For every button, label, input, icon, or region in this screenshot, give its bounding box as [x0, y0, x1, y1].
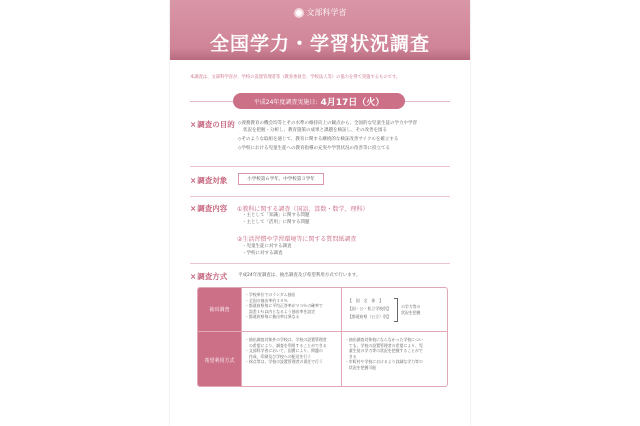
content-subheading: ①教科に関する調査（国語、算数・数学、理科）: [237, 206, 369, 213]
divider: [341, 288, 342, 386]
purpose-item: ◇義務教育の機会均等とその水準の維持向上の観点から、全国的な児童生徒の学力や学習: [238, 121, 417, 126]
purpose-item: ◇学校における児童生徒への教育指導の充実や学習状況の改善等に役立てる: [238, 146, 390, 151]
method-table: [197, 287, 448, 387]
bracket-icon: [394, 298, 398, 322]
table-cell: の学力等の 状況を把握: [401, 304, 421, 315]
ministry-logo: [170, 7, 470, 18]
header-banner: [170, 0, 470, 60]
heading-text: 調査方式: [197, 272, 228, 281]
section-heading-method: [190, 271, 227, 282]
divider: [190, 263, 450, 264]
intro-text: 本調査は、文部科学省が、学校の設置管理者等（教育委員会、学校法人等）の協力を得て実施するものです。: [190, 75, 401, 80]
date-value: 4月17日（火）: [320, 97, 385, 108]
heading-text: 調査の目的: [197, 120, 235, 129]
table-cell: ・抽出調査対象外の学校は、学校の設置管理者 の希望により、調査を利用することができる ・文部科学省において、国費により、問題の 作成、印刷及び学校への配送を行う ・採点等は、学校の設置管理者の責任で行う: [245, 337, 327, 365]
x-mark-icon: ×: [190, 176, 197, 185]
content-item: ・学校に対する調査: [242, 251, 283, 256]
x-mark-icon: ×: [190, 120, 197, 129]
divider: [198, 331, 447, 332]
row-label: 抽出調査: [198, 288, 241, 331]
date-banner: [233, 93, 405, 109]
target-value: 小学校第６学年、中学校第３学年: [238, 173, 324, 185]
method-text: 平成24年度調査は、抽出調査及び希望利用方式で行います。: [238, 273, 361, 278]
heading-text: 調査内容: [197, 204, 228, 213]
purpose-item: ◇そのような取組を通じて、教育に関する継続的な検証改善サイクルを確立する: [238, 137, 399, 142]
heading-text: 調査対象: [197, 176, 228, 185]
purpose-item: 状況を把握・分析し、教育施策の成果と課題を検証し、その改善を図る: [243, 128, 387, 133]
section-heading-content: [190, 203, 227, 214]
table-cell: ・抽出調査対象校にならなかった学校につい ても、学校の設置管理者の希望により、児 童生徒の学力等の状況を把握することがで きる ・市町村や学校におけるより詳細な学力等の 状況を把握可能: [345, 337, 423, 370]
x-mark-icon: ×: [190, 272, 197, 281]
content-item: ・主として「知識」に関する問題: [242, 213, 310, 218]
date-label: 平成24年度調査実施日:: [253, 98, 318, 106]
divider: [190, 166, 450, 167]
content-subheading: ②生活習慣や学習環境等に関する質問紙調査: [237, 236, 357, 243]
content-item: ・主として「活用」に関する問題: [242, 220, 310, 225]
divider: [241, 288, 242, 386]
survey-flyer: [170, 0, 470, 426]
table-cell: 【 国 全 体 】 【国・公・私立学校別】 【都道府県（公立）別】: [348, 298, 391, 319]
section-heading-purpose: [190, 119, 235, 130]
section-heading-target: [190, 175, 227, 186]
table-cell: ・学校単位でのランダム抽出 ・全国の抽出率約３０％ ・都道府県毎に平均正答率が９５％の確率で 誤差１％以内となるよう抽出率を設定 ・都道府県毎に抽出率は異なる: [245, 292, 323, 320]
page-title: 全国学力・学習状況調査: [209, 33, 430, 55]
ministry-emblem-icon: [294, 8, 304, 18]
content-item: ・児童生徒に対する調査: [242, 244, 292, 249]
x-mark-icon: ×: [190, 204, 197, 213]
divider: [190, 196, 450, 197]
row-label: 希望利用方式: [198, 332, 241, 387]
ministry-name: 文部科学省: [306, 8, 347, 17]
